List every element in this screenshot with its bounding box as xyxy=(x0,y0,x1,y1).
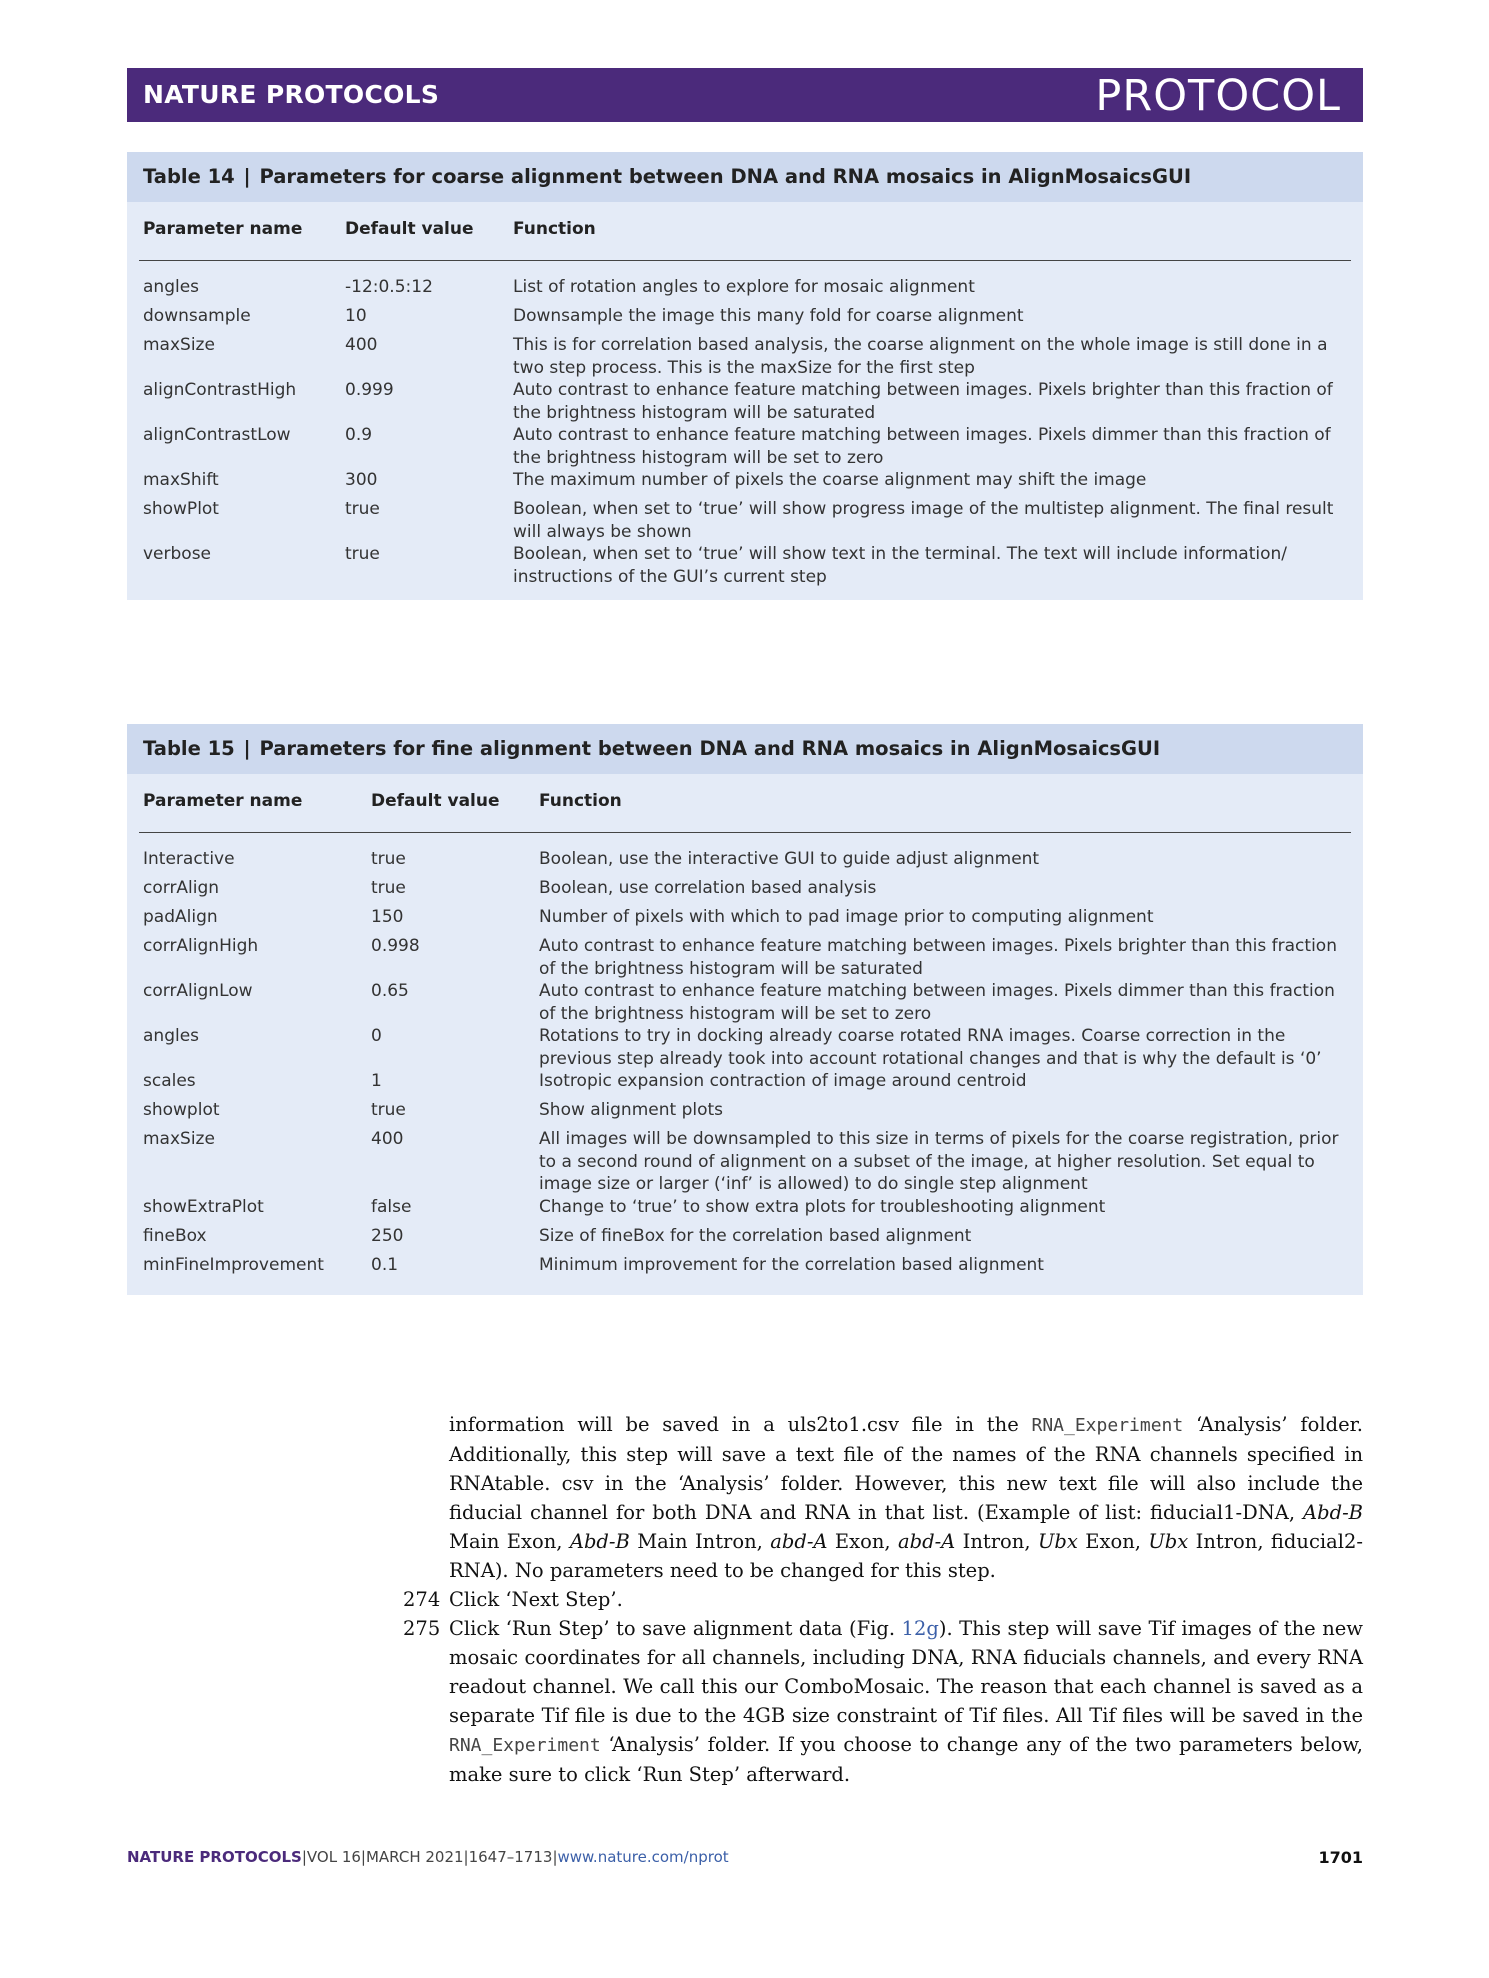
figure-link[interactable]: 12g xyxy=(901,1617,939,1640)
param-name: downsample xyxy=(143,306,251,326)
table-label: Table 14 xyxy=(143,165,235,188)
default-value: 400 xyxy=(345,335,378,355)
col-function: Function xyxy=(539,791,622,811)
default-value: 0.998 xyxy=(371,936,420,956)
table-row xyxy=(143,334,1363,379)
function-text: Show alignment plots xyxy=(539,1100,724,1120)
table-row xyxy=(143,1225,1363,1254)
default-value: 0.1 xyxy=(371,1254,399,1275)
function-text: Change to ‘true’ to show extra plots for troubleshooting alignment xyxy=(539,1196,1106,1217)
param-name: showPlot xyxy=(143,499,219,519)
table-row xyxy=(143,1254,1363,1283)
table-14-body xyxy=(127,261,1363,600)
table-row xyxy=(143,935,1363,980)
table-row xyxy=(143,379,1363,424)
function-text: Auto contrast to enhance feature matching between images. Pixels brighter than this fraction of the brightness histogram will be saturated xyxy=(539,936,1337,979)
function-text: Auto contrast to enhance feature matching between images. Pixels dimmer than this fraction of the brightness histogram will be set to zero xyxy=(539,981,1335,1024)
table-15-title xyxy=(127,724,1363,774)
footer-details: |VOL 16|MARCH 2021|1647–1713| xyxy=(301,1848,558,1866)
param-name: angles xyxy=(143,1026,200,1046)
param-name: fineBox xyxy=(143,1225,207,1246)
table-row xyxy=(143,906,1363,935)
step-text: Click ‘Next Step’. xyxy=(449,1588,623,1611)
param-name: alignContrastHigh xyxy=(143,380,297,400)
function-text: The maximum number of pixels the coarse alignment may shift the image xyxy=(513,470,1147,490)
step-275: 275 Click ‘Run Step’ to save alignment data (Fig. 12g). This step will save Tif images of the new mosaic coordinates for all channels, including DNA, RNA fiducials channels, and every RNA readout channel. We call this our ComboMosaic. The reason that each channel is saved as a separate Tif file is due to the 4GB size constraint of Tif files. All Tif files will be saved in the RNA_Experiment ‘Analysis’ folder. If you choose to change any of the two parameters below, make sure to click ‘Run Step’ afterward. xyxy=(449,1614,1363,1789)
table-row xyxy=(143,469,1363,498)
table-row xyxy=(143,1196,1363,1225)
footer-journal: NATURE PROTOCOLS xyxy=(127,1848,302,1866)
function-text: Boolean, use correlation based analysis xyxy=(539,878,877,898)
function-text: Boolean, when set to ‘true’ will show text in the terminal. The text will include information/ instructions of the GUI’s current step xyxy=(513,544,1288,587)
col-default-value: Default value xyxy=(371,791,500,811)
table-14-header xyxy=(139,202,1351,261)
col-function: Function xyxy=(513,219,596,239)
table-row xyxy=(143,276,1363,305)
function-text: Number of pixels with which to pad image prior to computing alignment xyxy=(539,907,1154,927)
default-value: true xyxy=(345,499,380,519)
table-row xyxy=(143,877,1363,906)
page-number: 1701 xyxy=(1318,1848,1363,1867)
table-label: Table 15 xyxy=(143,737,235,760)
table-row xyxy=(143,980,1363,1025)
param-name: showExtraPlot xyxy=(143,1196,264,1217)
function-text: Boolean, when set to ‘true’ will show progress image of the multistep alignment. The final result will always be shown xyxy=(513,499,1334,542)
default-value: true xyxy=(345,544,380,564)
default-value: 0.9 xyxy=(345,425,373,445)
table-row xyxy=(143,1099,1363,1128)
function-text: This is for correlation based analysis, the coarse alignment on the whole image is still done in a two step process. This is the maxSize for the first step xyxy=(513,335,1328,378)
default-value: 400 xyxy=(371,1129,404,1149)
param-name: verbose xyxy=(143,544,212,564)
table-15 xyxy=(127,724,1363,1295)
journal-name: NATURE PROTOCOLS xyxy=(143,80,440,109)
param-name: maxSize xyxy=(143,335,215,355)
default-value: 300 xyxy=(345,470,378,490)
param-name: angles xyxy=(143,277,200,297)
param-name: corrAlignHigh xyxy=(143,936,259,956)
default-value: 150 xyxy=(371,907,404,927)
function-text: Downsample the image this many fold for coarse alignment xyxy=(513,306,1024,326)
param-name: showplot xyxy=(143,1100,220,1120)
function-text: Auto contrast to enhance feature matching between images. Pixels dimmer than this fraction of the brightness histogram will be set to zero xyxy=(513,425,1331,468)
step-274 xyxy=(403,1585,1363,1614)
default-value: false xyxy=(371,1196,412,1217)
table-row xyxy=(143,848,1363,877)
function-text: Auto contrast to enhance feature matching between images. Pixels brighter than this fraction of the brightness histogram will be saturated xyxy=(513,380,1333,423)
default-value: 0 xyxy=(371,1026,382,1046)
param-name: maxSize xyxy=(143,1129,215,1149)
step-number: 274 xyxy=(403,1588,441,1611)
param-name: maxShift xyxy=(143,470,219,490)
table-caption: Parameters for fine alignment between DNA and RNA mosaics in AlignMosaicsGUI xyxy=(259,737,1161,760)
param-name: minFineImprovement xyxy=(143,1254,324,1275)
function-text: Rotations to try in docking already coarse rotated RNA images. Coarse correction in the previous step already took into account rotational changes and that is why the default is ‘0’ xyxy=(539,1026,1322,1069)
table-row xyxy=(143,305,1363,334)
param-name: Interactive xyxy=(143,849,235,869)
page-footer xyxy=(127,1848,1363,1870)
col-default-value: Default value xyxy=(345,219,474,239)
default-value: true xyxy=(371,878,406,898)
function-text: Size of fineBox for the correlation based alignment xyxy=(539,1225,972,1246)
default-value: true xyxy=(371,849,406,869)
col-parameter-name: Parameter name xyxy=(143,791,303,811)
table-14-title xyxy=(127,152,1363,202)
default-value: 250 xyxy=(371,1225,404,1246)
function-text: List of rotation angles to explore for mosaic alignment xyxy=(513,277,975,297)
table-row xyxy=(143,424,1363,469)
table-row xyxy=(143,1128,1363,1196)
function-text: Minimum improvement for the correlation based alignment xyxy=(539,1254,1044,1275)
default-value: 1 xyxy=(371,1071,382,1091)
default-value: 0.999 xyxy=(345,380,394,400)
default-value: 0.65 xyxy=(371,981,409,1001)
paragraph-continuation: information will be saved in a uls2to1.csv file in the RNA_Experiment ‘Analysis’ folder. Additionally, this step will save a text file of the names of the RNA channels specified in RNAtable. csv in the ‘Analysis’ folder. However, this new text file will also include the fiducial channel for both DNA and RNA in that list. (Example of list: fiducial1-DNA, Abd-B Main Exon, Abd-B Main Intron, abd-A Exon, abd-A Intron, Ubx Exon, Ubx Intron, fiducial2-RNA). No parameters need to be changed for this step. xyxy=(449,1413,1363,1582)
table-14 xyxy=(127,152,1363,600)
procedure-text xyxy=(403,1410,1363,1789)
table-row xyxy=(143,498,1363,543)
param-name: corrAlignLow xyxy=(143,981,253,1001)
title-separator: | xyxy=(243,165,251,188)
footer-url-link[interactable]: www.nature.com/nprot xyxy=(557,1848,729,1866)
param-name: corrAlign xyxy=(143,878,220,898)
default-value: 10 xyxy=(345,306,367,326)
param-name: alignContrastLow xyxy=(143,425,291,445)
table-row xyxy=(143,1070,1363,1099)
function-text: All images will be downsampled to this size in terms of pixels for the coarse registration, prior to a second round of alignment on a subset of the image, at higher resolution. Set equal to image size or larger (‘inf’ is allowed) to do single step alignment xyxy=(539,1129,1339,1194)
param-name: padAlign xyxy=(143,907,218,927)
article-type: PROTOCOL xyxy=(1095,71,1341,121)
default-value: true xyxy=(371,1100,406,1120)
default-value: -12:0.5:12 xyxy=(345,277,433,297)
table-row xyxy=(143,543,1363,588)
table-15-header xyxy=(139,774,1351,833)
param-name: scales xyxy=(143,1071,196,1091)
code-folder-name: RNA_Experiment xyxy=(1031,1415,1184,1436)
table-caption: Parameters for coarse alignment between DNA and RNA mosaics in AlignMosaicsGUI xyxy=(259,165,1192,188)
step-number: 275 xyxy=(403,1617,441,1640)
function-text: Isotropic expansion contraction of image around centroid xyxy=(539,1071,1027,1091)
code-folder-name: RNA_Experiment xyxy=(449,1735,601,1756)
col-parameter-name: Parameter name xyxy=(143,219,303,239)
journal-header-bar xyxy=(127,68,1363,122)
function-text: Boolean, use the interactive GUI to guide adjust alignment xyxy=(539,849,1040,869)
table-row xyxy=(143,1025,1363,1070)
title-separator: | xyxy=(243,737,251,760)
table-15-body xyxy=(127,833,1363,1295)
